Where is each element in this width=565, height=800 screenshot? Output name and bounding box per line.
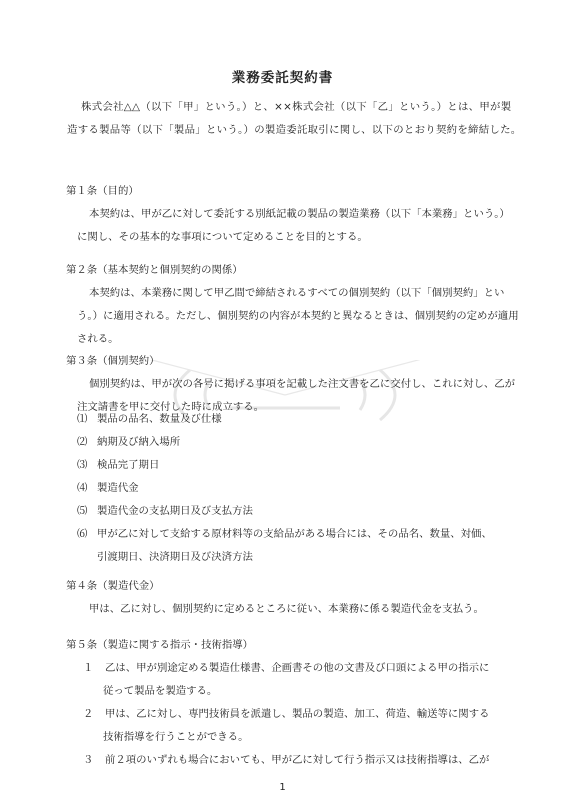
- article-2-heading: 第２条（基本契約と個別契約の関係）: [66, 264, 243, 276]
- paragraph-continuation: 技術指導を行うことができる。: [103, 731, 249, 743]
- list-item-text: 甲が乙に対して支給する原材料等の支給品がある場合には、その品名、数量、対価、: [97, 528, 492, 540]
- article-3-heading: 第３条（個別契約）: [66, 355, 160, 367]
- article-1-heading: 第１条（目的）: [66, 185, 139, 197]
- paragraph-continuation: 従って製品を製造する。: [103, 685, 218, 697]
- list-item-continuation: 引渡期日、決済期日及び決済方法: [97, 551, 253, 563]
- list-item-text: 納期及び納入場所: [97, 436, 181, 448]
- list-item-number: ⑹: [77, 528, 88, 540]
- article-5-heading: 第５条（製造に関する指示・技術指導）: [66, 639, 254, 651]
- list-item-number: ⑷: [77, 482, 88, 494]
- list-item-text: 検品完了期日: [97, 459, 160, 471]
- paragraph-line: 甲は、乙に対し、専門技術員を派遣し、製品の製造、加工、荷造、輸送等に関する: [105, 708, 490, 720]
- article-4-heading: 第４条（製造代金）: [66, 580, 160, 592]
- list-item-number: ⑶: [77, 459, 88, 471]
- article-2-body: 本契約は、本業務に関して甲乙間で締結されるすべての個別契約（以下「個別契約」という。）に適用される。ただし、個別契約の内容が本契約と異なるときは、個別契約の定めが適用される。: [77, 287, 519, 345]
- page-number: 1: [279, 782, 286, 793]
- paragraph-line: 前２項のいずれも場合においても、甲が乙に対して行う指示又は技術指導は、乙が: [105, 754, 490, 766]
- list-item: [77, 431, 521, 454]
- list-item-text: 製品の品名、数量及び仕様: [97, 413, 222, 425]
- list-item: [77, 477, 521, 500]
- article-3-body: 個別契約は、甲が次の各号に掲げる事項を記載した注文書を乙に交付し、これに対し、乙が注文請書を甲に交付した時に成立する。: [77, 378, 516, 413]
- list-item-number: ⑴: [77, 413, 88, 425]
- list-item-number: ⑸: [77, 505, 88, 517]
- list-item-text: 製造代金: [97, 482, 139, 494]
- paragraph-line: 乙は、甲が別途定める製造仕様書、企画書その他の文書及び口頭による甲の指示に: [105, 662, 490, 674]
- article-4-body: 甲は、乙に対し、個別契約に定めるところに従い、本業務に係る製造代金を支払う。: [89, 603, 484, 615]
- list-item-text: 製造代金の支払期日及び支払方法: [97, 505, 253, 517]
- intro-paragraph: 株式会社△△（以下「甲」という。）と、××株式会社（以下「乙」という。）とは、甲が製造する製品等（以下「製品」という。）の製造委託取引に関し、以下のとおり契約を締結した。: [67, 101, 522, 136]
- paragraph-number: ２: [83, 708, 94, 720]
- list-item: [77, 454, 521, 477]
- list-item: [77, 523, 521, 569]
- list-item-number: ⑵: [77, 436, 88, 448]
- article-1-body: 本契約は、甲が乙に対して委託する別紙記載の製品の製造業務（以下「本業務」という。）に関し、その基本的な事項について定めることを目的とする。: [77, 208, 510, 243]
- list-item: [77, 408, 521, 431]
- document-title: 業務委託契約書: [231, 70, 334, 86]
- list-item: [77, 500, 521, 523]
- paragraph-number: １: [83, 662, 94, 674]
- article-5-paragraph-3: [83, 749, 521, 772]
- paragraph-number: ３: [83, 754, 94, 766]
- article-5-paragraph-1: [83, 657, 521, 703]
- article-5-paragraph-2: [83, 703, 521, 749]
